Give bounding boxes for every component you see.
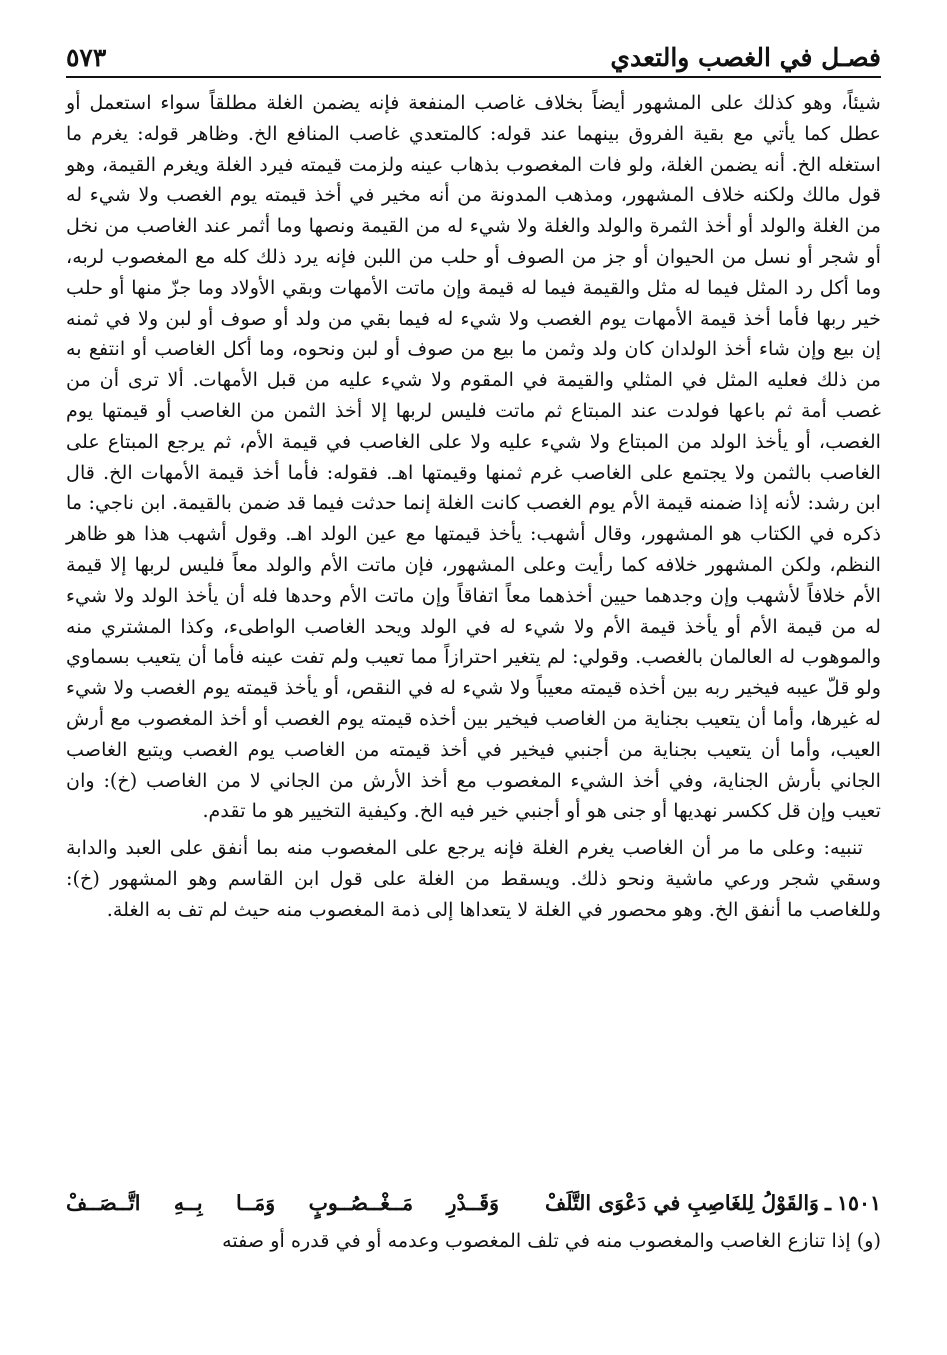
verse-first-hemistich: وَالقَوْلُ لِلغَاصِبِ في دَعْوَى التَّلَفْ <box>544 1191 819 1215</box>
verse-second-hemistich: وَقَــدْرِ مَــغْــصُــوبٍ وَمَــا بِــهِ اتَّــصَــفْ <box>66 1191 499 1215</box>
verse-commentary: (و) إذا تنازع الغاصب والمغصوب منه في تلف المغصوب وعدمه أو في قدره أو صفته <box>222 1229 881 1252</box>
page-number: ٥٧٣ <box>66 43 107 72</box>
main-paragraph: شيئاً، وهو كذلك على المشهور أيضاً بخلاف غاصب المنفعة فإنه يضمن الغلة مطلقاً سواء استعمل أو عطل كما يأتي مع بقية الفروق بينهما عند قوله: كالمتعدي غاصب المنافع الخ. وظاهر قوله: يغرم ما استغله الخ. أنه يضمن الغلة، ولو فات المغصوب بذهاب عينه ولزمت قيمته فيرد الغلة ويغرم القيمة، وهو قول مالك ولكنه خلاف المشهور، ومذهب المدونة من أنه مخير في أخذ قيمته يوم الغصب ولا شيء له من الغلة والولد أو أخذ الثمرة والولد والغلة ولا شيء له من القيمة ونصها وما أثمر عند الغاصب من نخل أو شجر أو نسل من الحيوان أو جز من الصوف أو حلب من اللبن فإنه يرد ذلك كله مع المغصوب لربه، وما أكل رد المثل فيما له مثل والقيمة فيما له قيمة وإن ماتت الأمهات وبقي الأولاد وما جزّ منها أو حلب خير ربها فأما أخذ قيمة الأمهات يوم الغصب ولا شيء له فيما بقي من ولد أو صوف أو لبن ولا في ثمنه إن بيع وإن شاء أخذ الولدان كان ولد وثمن ما بيع من صوف أو لبن ونحوه، وما أكل الغاصب أو انتفع به من ذلك فعليه المثل في المثلي والقيمة في المقوم ولا شيء عليه من قبل الأمهات. ألا ترى أن من غصب أمة ثم باعها فولدت عند المبتاع ثم ماتت فليس لربها إلا أخذ الثمن من الغاصب أو قيمتها يوم الغصب، أو يأخذ الولد من المبتاع ولا شيء عليه ولا على الغاصب في قيمة الأم، ثم يرجع المبتاع على الغاصب بالثمن ولا يجتمع على الغاصب غرم ثمنها وقيمتها اهـ. فقوله: فأما أخذ قيمة الأمهات الخ. قال ابن رشد: لأنه إذا ضمنه قيمة الأم يوم الغصب كانت الغلة إنما حدثت فيما قد ضمن بالقيمة. ابن ناجي: ما ذكره في الكتاب هو المشهور، وقال أشهب: يأخذ قيمتها مع عين الولد اهـ. وقول أشهب هذا هو ظاهر النظم، ولكن المشهور خلافه كما رأيت وعلى المشهور، فإن ماتت الأم والولد معاً فليس لربها إلا قيمة الأم خلافاً لأشهب وإن وجدهما حيين أخذهما معاً اتفاقاً وإن ماتت الأم وحدها فله أن يأخذ الولد ولا شيء له من قيمة الأم أو يأخذ قيمة الأم ولا شيء له في الولد ويحد الغاصب الواطىء، وكذا المشتري منه والموهوب له العالمان بالغصب. وقولي: لم يتغير احترازاً مما تعيب ولم تفت عينه فأما أن يتعيب بسماوي ولو قلّ عيبه فيخير ربه بين أخذه قيمته معيباً ولا شيء له في النقص، أو يأخذ قيمته يوم الغصب ولا شيء له غيرها، وأما أن يتعيب بجناية من الغاصب فيخير بين أخذه قيمته يوم الغصب أو أخذ المغصوب مع أرش العيب، وأما أن يتعيب بجناية من أجنبي فيخير في أخذ قيمته من الغاصب يوم الغصب ويتبع الغاصب الجاني بأرش الجناية، وفي أخذ الشيء المغصوب مع أخذ الأرش من الجاني لا من الغاصب (خ): وان تعيب وإن قل ككسر نهديها أو جنى هو أو أجنبي خير فيه الخ. وكيفية التخيير هو ما تقدم. <box>66 91 881 823</box>
page-header <box>66 30 881 78</box>
verse-dash: ـ <box>824 1191 831 1215</box>
verse-number: ١٥٠١ <box>836 1191 881 1215</box>
notice-paragraph: تنبيه: وعلى ما مر أن الغاصب يغرم الغلة فإنه يرجع على المغصوب منه بما أنفق على العبد والدابة وسقي شجر ورعي ماشية ونحو ذلك. ويسقط من الغلة على قول ابن القاسم وهو المشهور (خ): وللغاصب ما أنفق الخ. وهو محصور في الغلة لا يتعداها إلى ذمة المغصوب منه حيث لم تف به الغلة. <box>66 836 881 921</box>
chapter-title: فصـل في الغصب والتعدي <box>610 43 881 72</box>
poem-verse <box>66 1191 881 1215</box>
body-text <box>66 88 881 926</box>
